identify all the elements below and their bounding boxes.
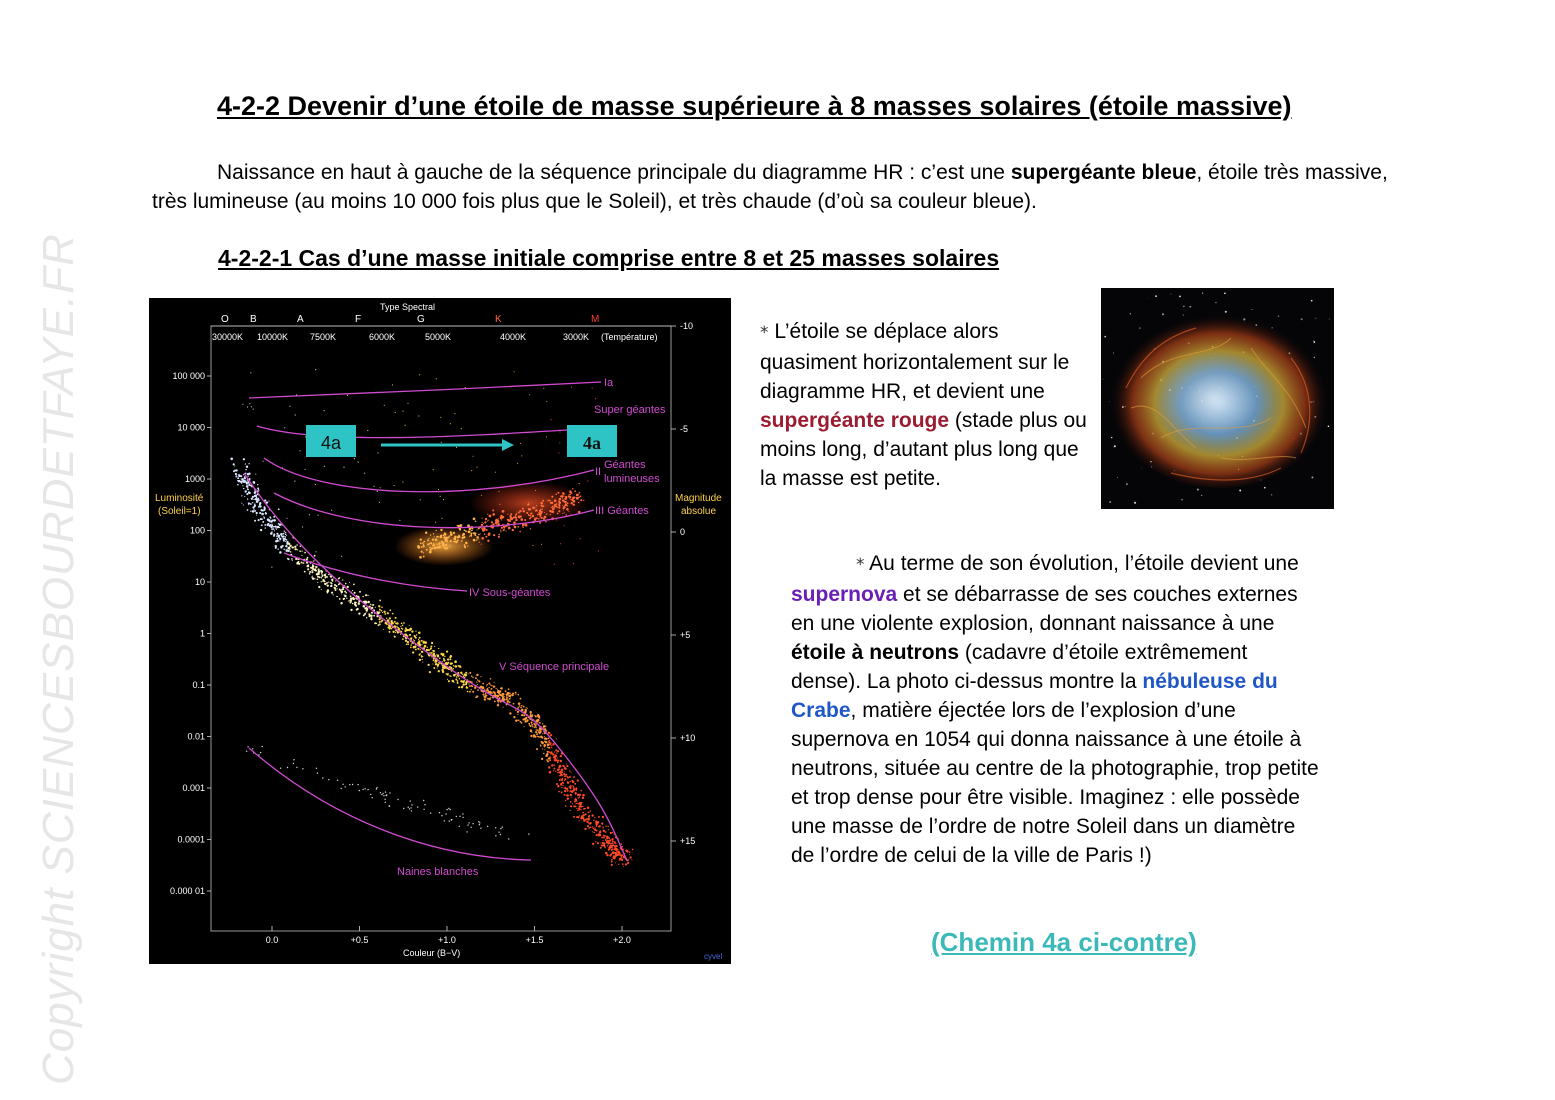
label-IV: IV Sous-géantes xyxy=(469,587,551,599)
color-index-tick: +1.0 xyxy=(438,935,456,945)
spectral-type-B: B xyxy=(250,314,257,325)
diagram-credit: cyvel xyxy=(704,952,723,961)
spectral-type-O: O xyxy=(221,314,229,325)
crab-nebula-photo xyxy=(1101,288,1334,509)
intro-paragraph: Naissance en haut à gauche de la séquence principale du diagramme HR : c’est une supergéante bleue, étoile très massive, très lumineuse (au moins 10 000 fois plus que le Soleil), et très chaude (d’où sa couleur bleue). xyxy=(152,161,1388,213)
luminosity-tick: 1 xyxy=(199,628,205,639)
temperature-tick: (Température) xyxy=(601,332,658,342)
magnitude-label: Magnitude xyxy=(675,493,722,504)
intro-bold-term: supergéante bleue xyxy=(1010,161,1197,184)
label-Ia: Ia xyxy=(604,377,614,389)
spectral-type-K: K xyxy=(495,314,502,325)
term-neutron-star: étoile à neutrons xyxy=(791,641,960,664)
temperature-tick: 5000K xyxy=(425,332,452,342)
magnitude-ticks xyxy=(671,321,695,846)
color-index-tick: +0.5 xyxy=(350,935,369,945)
color-index-tick: 0.0 xyxy=(265,935,279,945)
luminosity-tick: 0.000 01 xyxy=(169,886,205,896)
color-index-tick: +2.0 xyxy=(613,935,631,945)
magnitude-tick: +10 xyxy=(680,733,696,743)
spectral-type-A: A xyxy=(297,314,304,325)
paragraph-supernova: * Au terme de son évolution, l’étoile devient une supernova et se débarrasse de ses couches externes en une violente explosion, donnant naissance à une étoile à neutrons (cadavre d’étoile extrêmement dense). La photo ci-dessus montre la nébuleuse du Crabe, matière éjectée lors de l’explosion d’une supernova en 1054 qui donna naissance à une étoile à neutrons, située au centre de la photographie, trop petite et trop dense pour être visible. Imaginez : elle possède une masse de l’ordre de notre Soleil dans un diamètre de l’ordre de celui de la ville de Paris !) xyxy=(791,552,1319,867)
spectral-types xyxy=(221,314,599,325)
path-start-label: 4a xyxy=(320,433,342,453)
spectral-type-G: G xyxy=(417,314,425,325)
crab-nebula-image xyxy=(1101,288,1334,509)
luminosity-tick: 0.01 xyxy=(187,731,205,742)
magnitude-tick: -5 xyxy=(680,424,689,434)
label-V: V Séquence principale xyxy=(499,661,610,673)
paragraph-red-supergiant: * L’étoile se déplace alors quasiment horizontalement sur le diagramme HR, et devient une supergéante rouge (stade plus ou moins long, d’autant plus long que la masse est petite. xyxy=(760,320,1087,490)
spectral-type-F: F xyxy=(355,314,362,325)
magnitude-unit: absolue xyxy=(681,506,717,517)
term-red-supergiant: supergéante rouge xyxy=(760,409,950,432)
luminosity-tick: 10 xyxy=(194,577,205,587)
x-axis-label: Couleur (B−V) xyxy=(403,948,461,958)
path-end-label: 4a xyxy=(583,433,601,453)
hr-diagram-svg xyxy=(149,298,731,964)
magnitude-tick: +5 xyxy=(680,630,691,640)
temperature-tick: 10000K xyxy=(257,332,289,342)
luminosity-tick: 100 xyxy=(189,525,205,536)
label-II-line1: Géantes xyxy=(604,459,646,471)
copyright-watermark: Copyright SCIENCESBOURDETFAYE.FR xyxy=(34,233,83,1085)
term-supernova: supernova xyxy=(791,583,898,606)
path-arrow-head xyxy=(502,439,514,451)
label-II-line2: lumineuses xyxy=(604,473,660,485)
color-index-tick: +1.5 xyxy=(525,935,544,945)
label-white-dwarfs: Naines blanches xyxy=(397,866,479,878)
spectral-type-M: M xyxy=(591,314,600,325)
temperature-tick: 3000K xyxy=(563,332,590,342)
temperature-tick: 4000K xyxy=(500,332,527,342)
luminosity-tick: 1000 xyxy=(184,474,205,484)
label-super-giants: Super géantes xyxy=(594,404,666,416)
section-title: 4-2-2 Devenir d’une étoile de masse supérieure à 8 masses solaires (étoile massive) xyxy=(217,91,1292,121)
hr-diagram xyxy=(149,298,731,964)
subsection-title: 4-2-2-1 Cas d’une masse initiale comprise entre 8 et 25 masses solaires xyxy=(218,245,1000,271)
temperature-tick: 30000K xyxy=(212,332,244,342)
temperature-ticks xyxy=(212,332,658,342)
magnitude-tick: -10 xyxy=(680,321,694,331)
temperature-tick: 6000K xyxy=(369,332,396,342)
luminosity-tick: 0.0001 xyxy=(177,834,205,845)
label-II-number: II xyxy=(595,466,602,478)
spectral-type-header: Type Spectral xyxy=(380,302,436,312)
path-4a-link[interactable]: (Chemin 4a ci-contre) xyxy=(931,927,1197,957)
curve-white-dwarfs xyxy=(249,748,531,860)
luminosity-ticks xyxy=(170,371,211,896)
curve-Ia xyxy=(249,382,601,398)
luminosity-tick: 0.1 xyxy=(192,680,205,690)
magnitude-tick: +15 xyxy=(680,836,696,846)
luminosity-tick: 100 000 xyxy=(172,371,205,381)
luminosity-label: Luminosité xyxy=(155,493,204,504)
label-III: III Géantes xyxy=(595,505,649,517)
magnitude-tick: 0 xyxy=(680,527,686,537)
luminosity-tick: 10 000 xyxy=(177,422,205,433)
color-index-ticks xyxy=(266,926,631,945)
temperature-tick: 7500K xyxy=(310,332,337,342)
term-crab-nebula: nébuleuse du Crabe xyxy=(791,670,1278,722)
luminosity-unit: (Soleil=1) xyxy=(158,506,201,517)
luminosity-tick: 0.001 xyxy=(182,783,205,793)
